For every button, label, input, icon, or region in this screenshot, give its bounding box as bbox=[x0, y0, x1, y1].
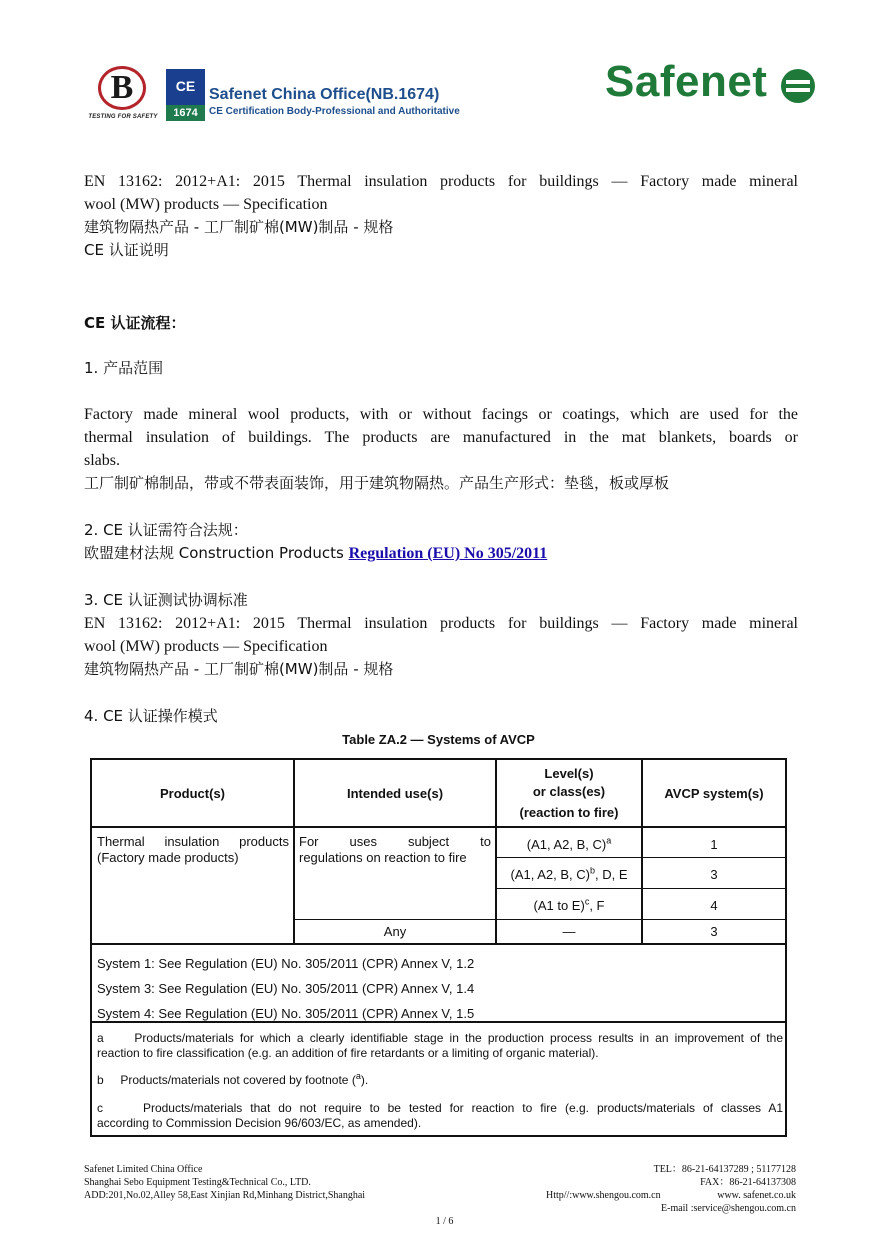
section1-heading: 1. 产品范围 bbox=[84, 359, 164, 377]
section3-en-line2: wool (MW) products — Specification bbox=[84, 638, 328, 655]
footnote-b: b Products/materials not covered by footnote ($^a$). bbox=[97, 1071, 369, 1087]
office-subtitle: CE Certification Body-Professional and Authoritative bbox=[209, 106, 460, 117]
footer-address: ADD:201,No.02,Alley 58,East Xinjian Rd,Minhang District,Shanghai bbox=[84, 1190, 366, 1201]
page-header bbox=[0, 0, 889, 140]
nb-number: 1674 bbox=[166, 105, 205, 121]
section1-body bbox=[84, 403, 798, 495]
section3-cn: 建筑物隔热产品 - 工厂制矿棉(MW)制品 - 规格 bbox=[84, 660, 394, 678]
regulation-link[interactable]: Regulation (EU) No 305/2011 bbox=[348, 545, 548, 562]
section2-block bbox=[84, 519, 798, 565]
ce-eu-flag-icon bbox=[166, 69, 205, 121]
class-row-1: (A1, A2, B, C)$^a$ bbox=[526, 835, 612, 852]
footer-email[interactable]: E-mail :service@shengou.com.cn bbox=[661, 1203, 796, 1214]
logo-tagline: TESTING FOR SAFETY bbox=[88, 114, 158, 120]
b-testing-logo bbox=[87, 66, 159, 126]
system-1-note: System 1: See Regulation (EU) No. 305/2011 (CPR) Annex V, 1.2 bbox=[97, 956, 475, 971]
section3-heading: 3. CE 认证测试协调标准 bbox=[84, 591, 248, 609]
section2-prefix: 欧盟建材法规 Construction Products bbox=[84, 544, 349, 562]
system-row-1: 1 bbox=[710, 837, 718, 852]
section1-en-line2: thermal insulation of buildings. The products are manufactured in the mat blankets, boards or bbox=[84, 429, 798, 446]
footer-tel: TEL：86-21-64137289 ; 51177128 bbox=[653, 1164, 796, 1175]
safenet-emblem-icon bbox=[781, 69, 815, 103]
office-title: Safenet China Office(NB.1674) bbox=[209, 86, 440, 103]
footer-web1[interactable]: Http//:www.shengou.com.cn bbox=[546, 1190, 661, 1201]
header-products: Product(s) bbox=[160, 786, 225, 801]
class-row-3: (A1 to E)$^c$, F bbox=[533, 896, 605, 913]
intro-cn-doc: CE 认证说明 bbox=[84, 241, 169, 259]
footer-fax: FAX：86-21-64137308 bbox=[700, 1177, 796, 1188]
any-class-cell: — bbox=[562, 924, 576, 939]
process-heading: CE 认证流程： bbox=[84, 314, 186, 332]
ce-mark: CE bbox=[175, 78, 196, 94]
system-3-note: System 3: See Regulation (EU) No. 305/2011 (CPR) Annex V, 1.4 bbox=[97, 981, 475, 996]
footnote-c: c Products/materials that do not require to be tested for reaction to fire (e.g. products/materials of classes A1 according to Commission Decision 96/603/EC, as amended). bbox=[97, 1101, 783, 1130]
system-row-3: 4 bbox=[710, 898, 718, 913]
any-system-cell: 3 bbox=[710, 924, 718, 939]
systems-list bbox=[97, 951, 777, 1026]
product-cell: Thermal insulation products (Factory made products) bbox=[97, 834, 289, 865]
table-caption: Table ZA.2 — Systems of AVCP bbox=[342, 732, 535, 747]
intro-cn-title: 建筑物隔热产品 - 工厂制矿棉(MW)制品 - 规格 bbox=[84, 218, 394, 236]
footer-web2[interactable]: www. safenet.co.uk bbox=[717, 1190, 796, 1201]
footnote-a: a Products/materials for which a clearly identifiable stage in the production process results in an improvement of the reaction to fire classification (e.g. an addition of fire retardants or a limiting of organic material). bbox=[97, 1031, 783, 1060]
intro-block bbox=[84, 170, 798, 262]
system-4-note: System 4: See Regulation (EU) No. 305/2011 (CPR) Annex V, 1.5 bbox=[97, 1006, 475, 1021]
system-row-2: 3 bbox=[710, 867, 718, 882]
brand-logo: Safenet bbox=[605, 57, 768, 106]
avcp-table bbox=[90, 758, 787, 1137]
logo-letter: B bbox=[110, 69, 134, 106]
header-intended-use: Intended use(s) bbox=[346, 786, 444, 801]
class-row-2: (A1, A2, B, C)$^b$, D, E bbox=[510, 865, 628, 882]
intended-use-cell: For uses subject to regulations on reaction to fire bbox=[299, 834, 491, 865]
footer-company2: Shanghai Sebo Equipment Testing&Technical Co., LTD. bbox=[84, 1177, 311, 1188]
page-number: 1 / 6 bbox=[435, 1216, 454, 1227]
section1-en-line1: Factory made mineral wool products, with or without facings or coatings, which are used for the bbox=[84, 406, 798, 423]
footer-company1: Safenet Limited China Office bbox=[84, 1164, 203, 1175]
section3-en-line1: EN 13162: 2012+A1: 2015 Thermal insulation products for buildings — Factory made mineral bbox=[84, 615, 798, 632]
header-avcp: AVCP system(s) bbox=[664, 786, 764, 801]
section1-cn: 工厂制矿棉制品，带或不带表面装饰，用于建筑物隔热。产品生产形式：垫毯，板或厚板 bbox=[84, 474, 670, 492]
section1-en-line3: slabs. bbox=[84, 452, 120, 469]
any-use-cell: Any bbox=[383, 924, 407, 939]
section2-heading: 2. CE 认证需符合法规： bbox=[84, 521, 248, 539]
section3-block bbox=[84, 589, 798, 681]
intro-en-line1: EN 13162: 2012+A1: 2015 Thermal insulation products for buildings — Factory made mineral bbox=[84, 173, 798, 190]
header-level: Level(s) or class(es) (reaction to fire) bbox=[519, 766, 619, 820]
intro-en-line2: wool (MW) products — Specification bbox=[84, 196, 328, 213]
section4-heading: 4. CE 认证操作模式 bbox=[84, 707, 218, 725]
